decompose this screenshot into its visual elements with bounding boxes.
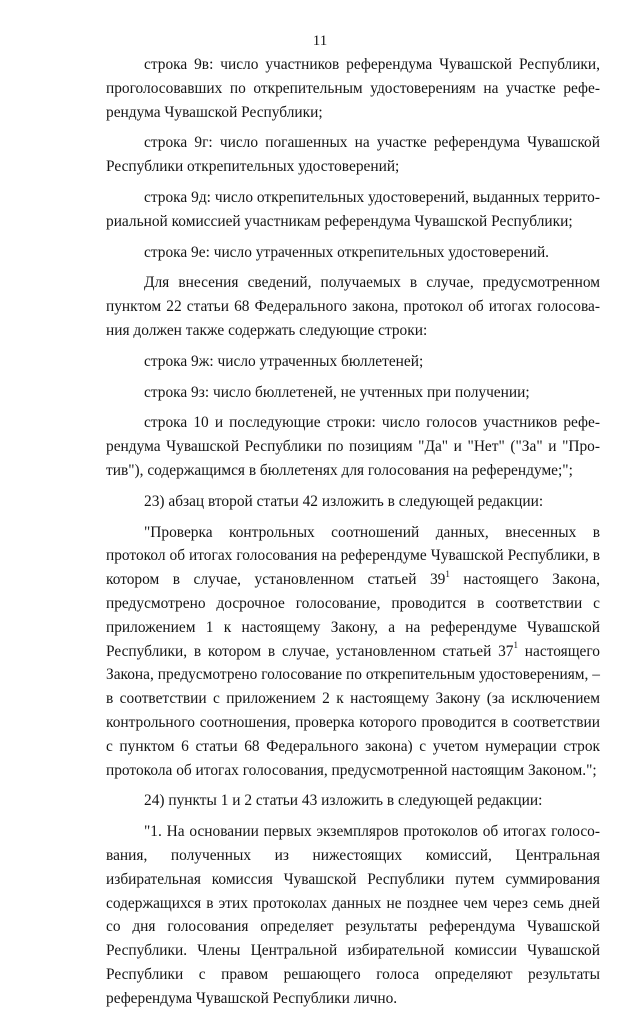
control-ratios-text-3: настоящего Закона, предусмотрено голосование по открепительным удостоверениям, – в соответствии с приложением 2 к настоящему Закону (за исключением контрольного соотношения, проверка которого проводится в соответствии с пунктом 6 статьи 68 Федерального закона) с учетом нумерации строк протокола об итогах голосования, предусмотренной настоящим Законом."; — [106, 642, 601, 779]
paragraph-line-10: строка 10 и последующие строки: число голосов участников референдума Чувашской Республики по позициям "Да" и "Нет" ("За" и "Против"), содержащимся в бюллетенях для голосования на референдуме;"; — [106, 414, 600, 479]
paragraph-additional-lines-intro: Для внесения сведений, получаемых в случае, предусмотренном пунктом 22 статьи 68 Федерального закона, протокол об итогах голосования должен также содержать следующие строки: — [106, 274, 600, 339]
paragraph-line-9z: строка 9з: число бюллетеней, не учтенных при получении; — [144, 383, 530, 401]
paragraph-control-ratios — [106, 521, 600, 783]
paragraph-line-9zh: строка 9ж: число утраченных бюллетеней; — [144, 352, 424, 370]
superscript-1: 1 — [445, 569, 450, 580]
paragraph-line-9d: строка 9д: число открепительных удостоверений, выданных территориальной комиссией участникам референдума Чувашской Республики; — [106, 188, 600, 230]
paragraph-item-24: 24) пункты 1 и 2 статьи 43 изложить в следующей редакции: — [144, 792, 543, 810]
page-number: 11 — [312, 33, 328, 49]
control-ratios-text-1: "Проверка контрольных соотношений данных, внесенных в протокол об итогах голосования на референдуме Чувашской Республики, в котором в случае, установленном статьей 39 — [106, 523, 600, 589]
document-body — [106, 53, 600, 1015]
control-ratios-text-2: настоящего Закона, предусмотрено досрочное голосование, проводится в соответствии с приложением 1 к настоящему Закону, а на референдуме Чувашской Республики, в котором в случае, установленном статьей 37 — [106, 571, 600, 660]
paragraph-item-23: 23) абзац второй статьи 42 изложить в следующей редакции: — [144, 492, 544, 510]
paragraph-line-9g: строка 9г: число погашенных на участке референдума Чувашской Республики открепительных удостоверений; — [106, 134, 600, 176]
paragraph-line-9e: строка 9е: число утраченных открепительных удостоверений. — [144, 243, 550, 261]
paragraph-line-9v: строка 9в: число участников референдума Чувашской Республики, проголосовавших по открепительным удостоверениям на участке референдума Чувашской Республики; — [106, 56, 600, 121]
paragraph-clause-1: "1. На основании первых экземпляров протоколов об итогах голосования, полученных из нижестоящих комиссий, Центральная избирательная комиссия Чувашской Республики путем суммирования содержащихся в этих протоколах данных не позднее чем через семь дней со дня голосования определяет результаты референдума Чувашской Республики. Члены Центральной избирательной комиссии Чувашской Республики с правом решающего голоса определяют результаты референдума Чувашской Республики лично. — [106, 823, 600, 1007]
superscript-2: 1 — [513, 640, 519, 651]
